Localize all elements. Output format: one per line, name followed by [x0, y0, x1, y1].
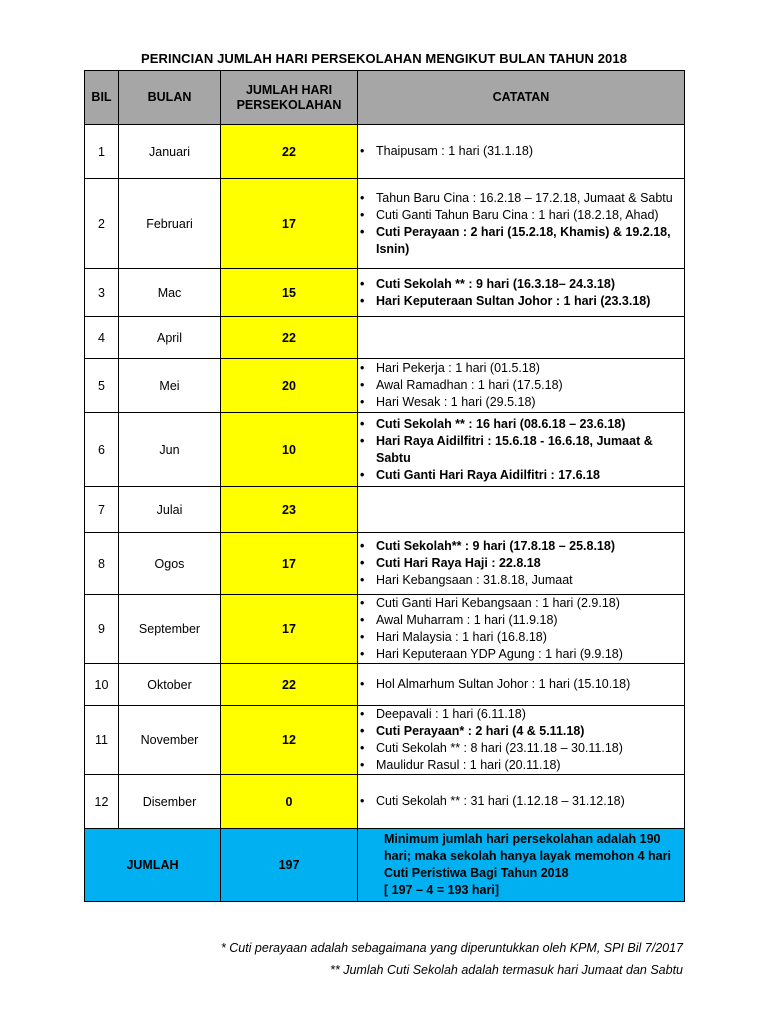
total-value: 197 [221, 829, 358, 902]
catatan-item: • Hol Almarhum Sultan Johor : 1 hari (15.10.18) [358, 676, 684, 693]
total-label: JUMLAH [85, 829, 221, 902]
catatan-list [358, 143, 684, 160]
cell-catatan [358, 706, 685, 775]
cell-catatan [358, 775, 685, 829]
cell-bil: 6 [85, 413, 119, 487]
cell-bil: 10 [85, 664, 119, 706]
header-jumlah: JUMLAH HARI PERSEKOLAHAN [221, 71, 358, 125]
cell-bil: 12 [85, 775, 119, 829]
cell-bil: 8 [85, 533, 119, 595]
footnote-cuti-sekolah: ** Jumlah Cuti Sekolah adalah termasuk hari Jumaat dan Sabtu [330, 963, 683, 977]
cell-catatan [358, 664, 685, 706]
catatan-item: • Hari Keputeraan Sultan Johor : 1 hari (23.3.18) [358, 293, 684, 310]
cell-catatan [358, 533, 685, 595]
catatan-item: • Hari Kebangsaan : 31.8.18, Jumaat [358, 572, 684, 589]
cell-bil: 3 [85, 269, 119, 317]
catatan-item: • Thaipusam : 1 hari (31.1.18) [358, 143, 684, 160]
header-bulan: BULAN [119, 71, 221, 125]
catatan-item: • Hari Keputeraan YDP Agung : 1 hari (9.9.18) [358, 646, 684, 663]
cell-bulan: September [119, 595, 221, 664]
cell-jumlah-hari: 22 [221, 664, 358, 706]
table-row [85, 413, 685, 487]
school-days-table [84, 70, 685, 902]
catatan-item: • Tahun Baru Cina : 16.2.18 – 17.2.18, Jumaat & Sabtu [358, 190, 684, 207]
catatan-item: • Cuti Sekolah ** : 8 hari (23.11.18 – 30.11.18) [358, 740, 684, 757]
cell-bil: 9 [85, 595, 119, 664]
cell-catatan [358, 413, 685, 487]
cell-catatan [358, 487, 685, 533]
catatan-item: • Cuti Sekolah ** : 31 hari (1.12.18 – 31.12.18) [358, 793, 684, 810]
catatan-item: • Cuti Sekolah ** : 9 hari (16.3.18– 24.3.18) [358, 276, 684, 293]
cell-jumlah-hari: 17 [221, 179, 358, 269]
catatan-list [358, 360, 684, 411]
cell-jumlah-hari: 12 [221, 706, 358, 775]
cell-catatan [358, 317, 685, 359]
total-note-line: [ 197 – 4 = 193 hari] [384, 883, 500, 897]
catatan-item: • Hari Wesak : 1 hari (29.5.18) [358, 394, 684, 411]
cell-bulan: Oktober [119, 664, 221, 706]
cell-bulan: November [119, 706, 221, 775]
cell-bil: 2 [85, 179, 119, 269]
table-row [85, 179, 685, 269]
table-row [85, 125, 685, 179]
cell-jumlah-hari: 15 [221, 269, 358, 317]
table-row [85, 487, 685, 533]
catatan-list [358, 276, 684, 310]
table-header-row [85, 71, 685, 125]
cell-bil: 5 [85, 359, 119, 413]
catatan-list [358, 676, 684, 693]
cell-catatan [358, 595, 685, 664]
header-bil: BIL [85, 71, 119, 125]
cell-bulan: Februari [119, 179, 221, 269]
catatan-item: • Awal Ramadhan : 1 hari (17.5.18) [358, 377, 684, 394]
catatan-item: • Cuti Perayaan* : 2 hari (4 & 5.11.18) [358, 723, 684, 740]
catatan-item: • Cuti Ganti Hari Kebangsaan : 1 hari (2.9.18) [358, 595, 684, 612]
total-note-line: Minimum jumlah hari persekolahan adalah 190 [384, 832, 661, 846]
catatan-list [358, 706, 684, 774]
catatan-item: • Hari Pekerja : 1 hari (01.5.18) [358, 360, 684, 377]
catatan-item: • Cuti Ganti Hari Raya Aidilfitri : 17.6.18 [358, 467, 684, 484]
cell-jumlah-hari: 23 [221, 487, 358, 533]
table-row [85, 269, 685, 317]
catatan-item: • Maulidur Rasul : 1 hari (20.11.18) [358, 757, 684, 774]
cell-bulan: Ogos [119, 533, 221, 595]
cell-bil: 1 [85, 125, 119, 179]
catatan-item: • Cuti Sekolah ** : 16 hari (08.6.18 – 23.6.18) [358, 416, 684, 433]
cell-jumlah-hari: 10 [221, 413, 358, 487]
cell-bil: 4 [85, 317, 119, 359]
catatan-list [358, 416, 684, 484]
cell-catatan [358, 179, 685, 269]
table-row [85, 706, 685, 775]
page-title: PERINCIAN JUMLAH HARI PERSEKOLAHAN MENGIKUT BULAN TAHUN 2018 [140, 51, 628, 66]
catatan-item: • Hari Malaysia : 1 hari (16.8.18) [358, 629, 684, 646]
cell-bil: 11 [85, 706, 119, 775]
catatan-item: • Cuti Hari Raya Haji : 22.8.18 [358, 555, 684, 572]
cell-bulan: Disember [119, 775, 221, 829]
catatan-item: • Awal Muharram : 1 hari (11.9.18) [358, 612, 684, 629]
cell-jumlah-hari: 22 [221, 125, 358, 179]
catatan-item: • Hari Raya Aidilfitri : 15.6.18 - 16.6.18, Jumaat & Sabtu [358, 433, 684, 467]
cell-bulan: Mei [119, 359, 221, 413]
cell-catatan [358, 359, 685, 413]
cell-jumlah-hari: 20 [221, 359, 358, 413]
cell-jumlah-hari: 0 [221, 775, 358, 829]
catatan-item: • Deepavali : 1 hari (6.11.18) [358, 706, 684, 723]
total-note-line: hari; maka sekolah hanya layak memohon 4 hari [384, 849, 671, 863]
cell-jumlah-hari: 17 [221, 533, 358, 595]
footnote-perayaan: * Cuti perayaan adalah sebagaimana yang diperuntukkan oleh KPM, SPI Bil 7/2017 [220, 941, 683, 955]
catatan-item: • Cuti Perayaan : 2 hari (15.2.18, Khamis) & 19.2.18, Isnin) [358, 224, 684, 258]
cell-bulan: Julai [119, 487, 221, 533]
cell-bulan: Jun [119, 413, 221, 487]
cell-bulan: Mac [119, 269, 221, 317]
catatan-item: • Cuti Sekolah** : 9 hari (17.8.18 – 25.8.18) [358, 538, 684, 555]
catatan-list [358, 595, 684, 663]
header-catatan: CATATAN [358, 71, 685, 125]
cell-catatan [358, 269, 685, 317]
cell-jumlah-hari: 22 [221, 317, 358, 359]
total-note-line: Cuti Peristiwa Bagi Tahun 2018 [384, 866, 569, 880]
cell-bil: 7 [85, 487, 119, 533]
total-row [85, 829, 685, 902]
cell-jumlah-hari: 17 [221, 595, 358, 664]
cell-bulan: Januari [119, 125, 221, 179]
table-row [85, 359, 685, 413]
catatan-list [358, 538, 684, 589]
table-row [85, 595, 685, 664]
table-row [85, 533, 685, 595]
table-row [85, 775, 685, 829]
catatan-list [358, 793, 684, 810]
cell-bulan: April [119, 317, 221, 359]
cell-catatan [358, 125, 685, 179]
table-body [85, 125, 685, 829]
table-row [85, 664, 685, 706]
catatan-item: • Cuti Ganti Tahun Baru Cina : 1 hari (18.2.18, Ahad) [358, 207, 684, 224]
total-note [358, 829, 685, 902]
table-row [85, 317, 685, 359]
catatan-list [358, 190, 684, 258]
